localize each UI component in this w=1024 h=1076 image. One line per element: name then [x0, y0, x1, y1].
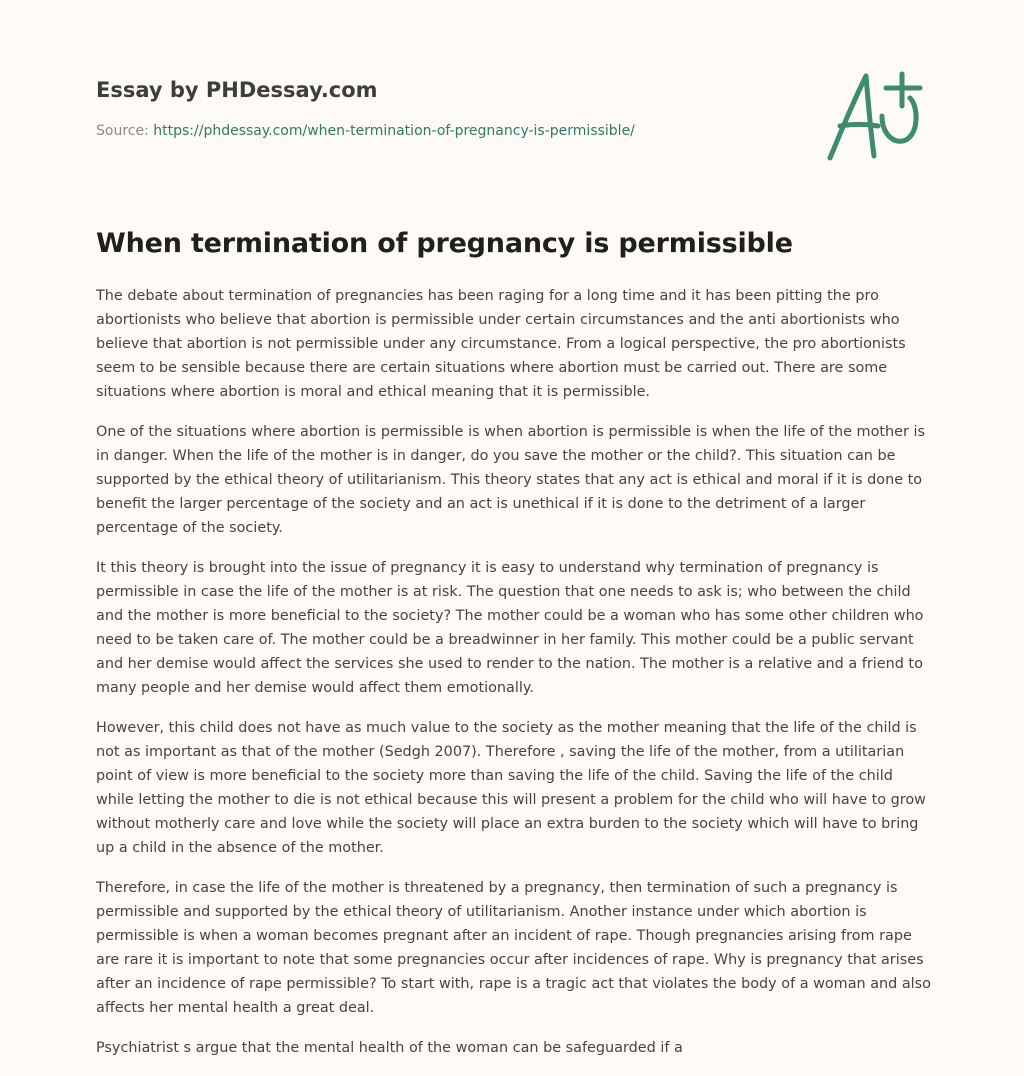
site-header	[96, 74, 796, 142]
source-link[interactable]: https://phdessay.com/when-termination-of-pregnancy-is-permissible/	[153, 123, 635, 139]
essay-paragraph: Psychiatrist s argue that the mental health of the woman can be safeguarded if a	[96, 1040, 683, 1056]
essay-paragraph: The debate about termination of pregnancies has been raging for a long time and it has been pitting the pro abortionists who believe that abortion is permissible under certain circumstances and the anti abortionists who believe that abortion is not permissible under any circumstance. From a logical perspective, the pro abortionists seem to be sensible because there are certain situations where abortion must be carried out. There are some situations where abortion is moral and ethical meaning that it is permissible.	[96, 288, 906, 400]
essay-paragraph: It this theory is brought into the issue of pregnancy it is easy to understand why termination of pregnancy is permissible in case the life of the mother is at risk. The question that one needs to ask is; who between the child and the mother is more beneficial to the society? The mother could be a woman who has some other children who need to be taken care of. The mother could be a breadwinner in her family. This mother could be a public servant and her demise would affect the services she used to render to the nation. The mother is a relative and a friend to many people and her demise would affect them emotionally.	[96, 560, 924, 696]
essay-paragraph: Therefore, in case the life of the mother is threatened by a pregnancy, then termination of such a pregnancy is permissible and supported by the ethical theory of utilitarianism. Another instance under which abortion is permissible is when a woman becomes pregnant after an incident of rape. Though pregnancies arising from rape are rare it is important to note that some pregnancies occur after incidences of rape. Why is pregnancy that arises after an incidence of rape permissible? To start with, rape is a tragic act that violates the body of a woman and also affects her mental health a great deal.	[96, 880, 931, 1016]
essay-paragraph: However, this child does not have as much value to the society as the mother meaning that the life of the child is not as important as that of the mother (Sedgh 2007). Therefore , saving the life of the mother, from a utilitarian point of view is more beneficial to the society more than saving the life of the child. Saving the life of the child while letting the mother to die is not ethical because this will present a problem for the child who will have to grow without motherly care and love while the society will place an extra burden to the society which will have to bring up a child in the absence of the mother.	[96, 720, 926, 856]
a-plus-logo-icon	[822, 66, 930, 166]
source-label: Source:	[96, 123, 154, 139]
essay-body	[96, 284, 934, 1076]
source-line	[96, 120, 796, 142]
brand-title: Essay by PHDessay.com	[96, 78, 378, 102]
essay-title: When termination of pregnancy is permissible	[96, 228, 793, 259]
essay-paragraph: One of the situations where abortion is permissible is when abortion is permissible is when the life of the mother is in danger. When the life of the mother is in danger, do you save the mother or the child?. This situation can be supported by the ethical theory of utilitarianism. This theory states that any act is ethical and moral if it is done to benefit the larger percentage of the society and an act is unethical if it is done to the detriment of a larger percentage of the society.	[96, 424, 925, 536]
